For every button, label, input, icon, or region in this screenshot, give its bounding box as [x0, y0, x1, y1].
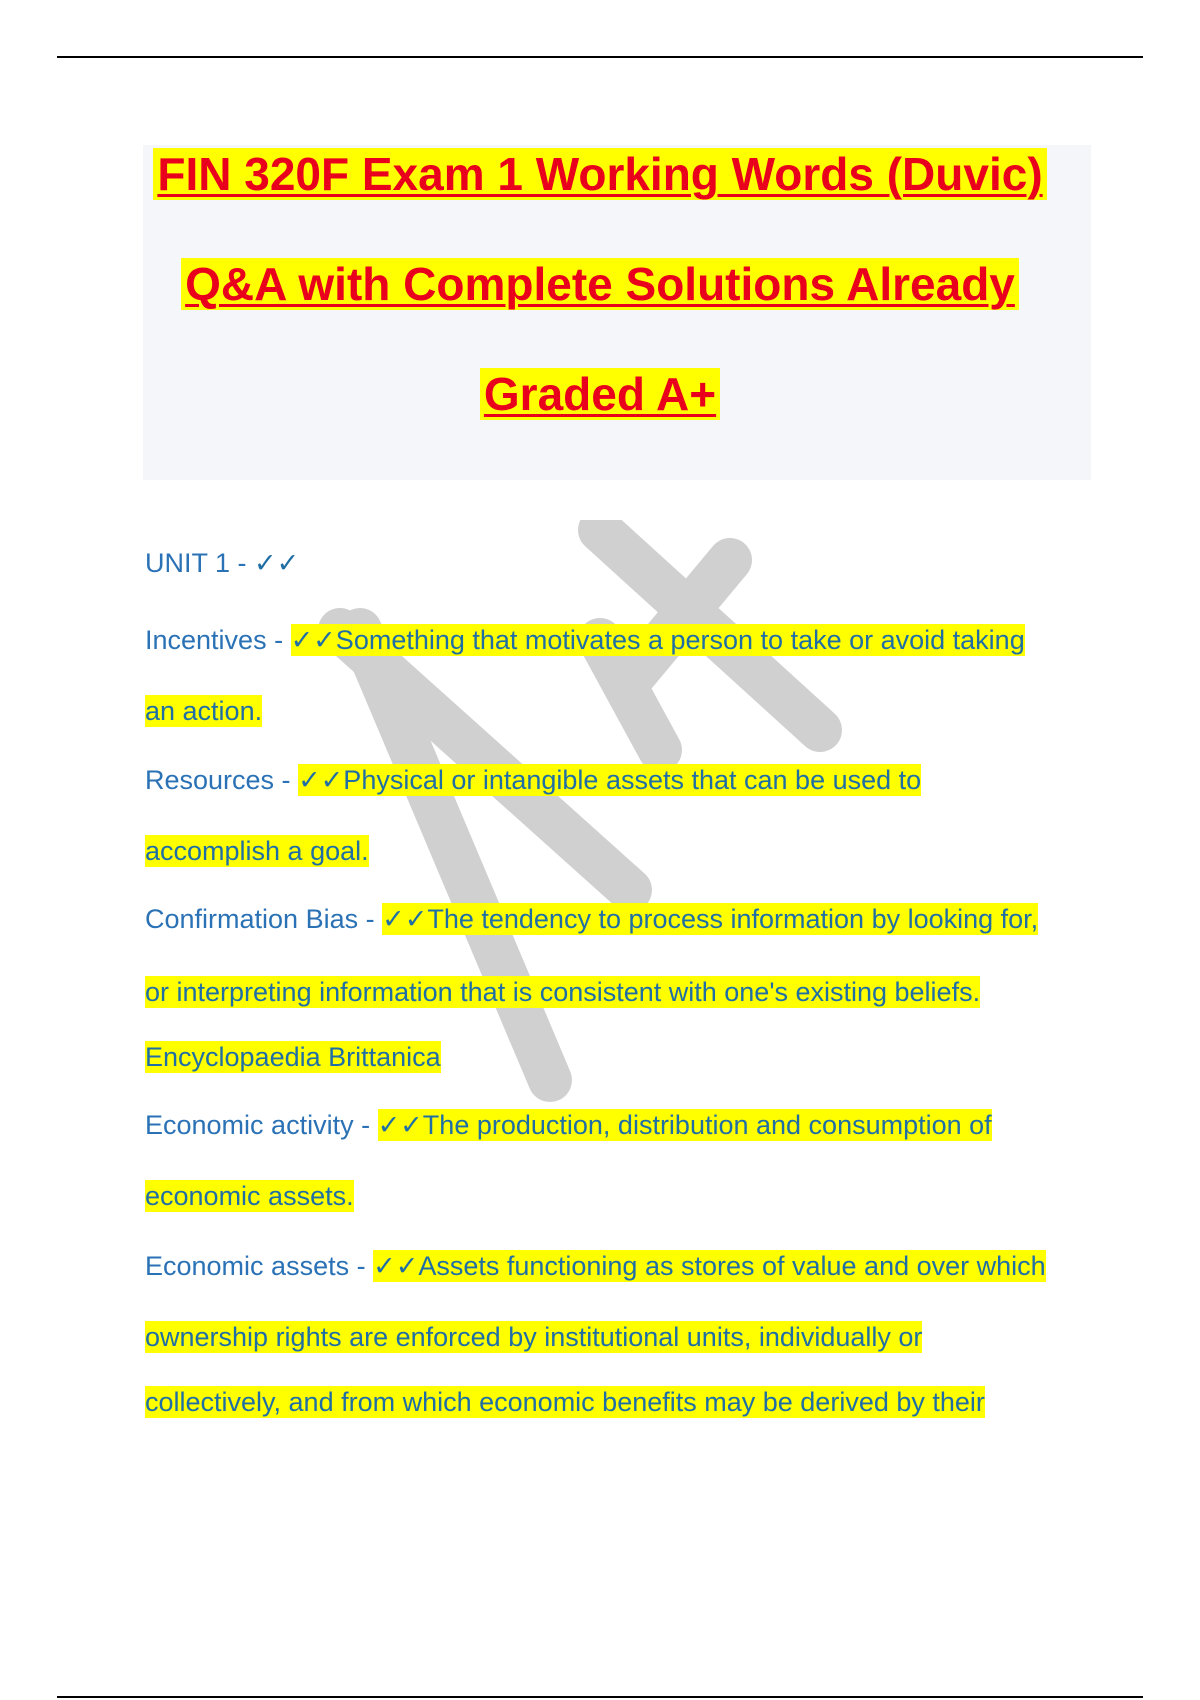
definition-text: accomplish a goal.: [145, 836, 369, 866]
term-label: Resources -: [145, 765, 299, 795]
top-rule: [57, 56, 1143, 58]
entry-economic-assets: [145, 1248, 1046, 1284]
definition-text: collectively, and from which economic benefits may be derived by their: [145, 1387, 985, 1417]
title-line-2: Q&A with Complete Solutions Already: [0, 256, 1200, 312]
definition-continuation: [145, 1039, 441, 1075]
term-label: Confirmation Bias -: [145, 904, 383, 934]
bottom-rule: [57, 1696, 1143, 1698]
definition-continuation: [145, 974, 980, 1010]
definition-text: an action.: [145, 696, 263, 726]
term-label: Economic activity -: [145, 1110, 378, 1140]
definition-text: ✓✓Physical or intangible assets that can be used to: [298, 765, 922, 795]
unit-heading: [145, 545, 299, 581]
definition-text: ✓✓Something that motivates a person to take or avoid taking: [290, 625, 1025, 655]
checkmark-icon: ✓✓: [254, 548, 300, 578]
definition-continuation: [145, 1178, 354, 1214]
definition-continuation: [145, 1384, 985, 1420]
entry-economic-activity: [145, 1107, 992, 1143]
definition-text: Encyclopaedia Brittanica: [145, 1042, 441, 1072]
entry-confirmation-bias: [145, 901, 1038, 937]
unit-label: UNIT 1 -: [145, 548, 255, 578]
definition-continuation: [145, 1319, 922, 1355]
entry-incentives: [145, 622, 1025, 658]
definition-continuation: [145, 693, 262, 729]
definition-text: ownership rights are enforced by institutional units, individually or: [145, 1322, 923, 1352]
entry-resources: [145, 762, 921, 798]
term-label: Economic assets -: [145, 1251, 374, 1281]
definition-text: ✓✓Assets functioning as stores of value and over which: [373, 1251, 1046, 1281]
definition-text: ✓✓The tendency to process information by looking for,: [382, 904, 1039, 934]
definition-text: economic assets.: [145, 1181, 354, 1211]
a-plus-watermark: [300, 520, 860, 1120]
definition-continuation: [145, 833, 369, 869]
term-label: Incentives -: [145, 625, 291, 655]
title-line-3: Graded A+: [0, 366, 1200, 422]
definition-text: ✓✓The production, distribution and consumption of: [377, 1110, 992, 1140]
title-line-1: FIN 320F Exam 1 Working Words (Duvic): [0, 146, 1200, 202]
definition-text: or interpreting information that is consistent with one's existing beliefs.: [145, 977, 981, 1007]
